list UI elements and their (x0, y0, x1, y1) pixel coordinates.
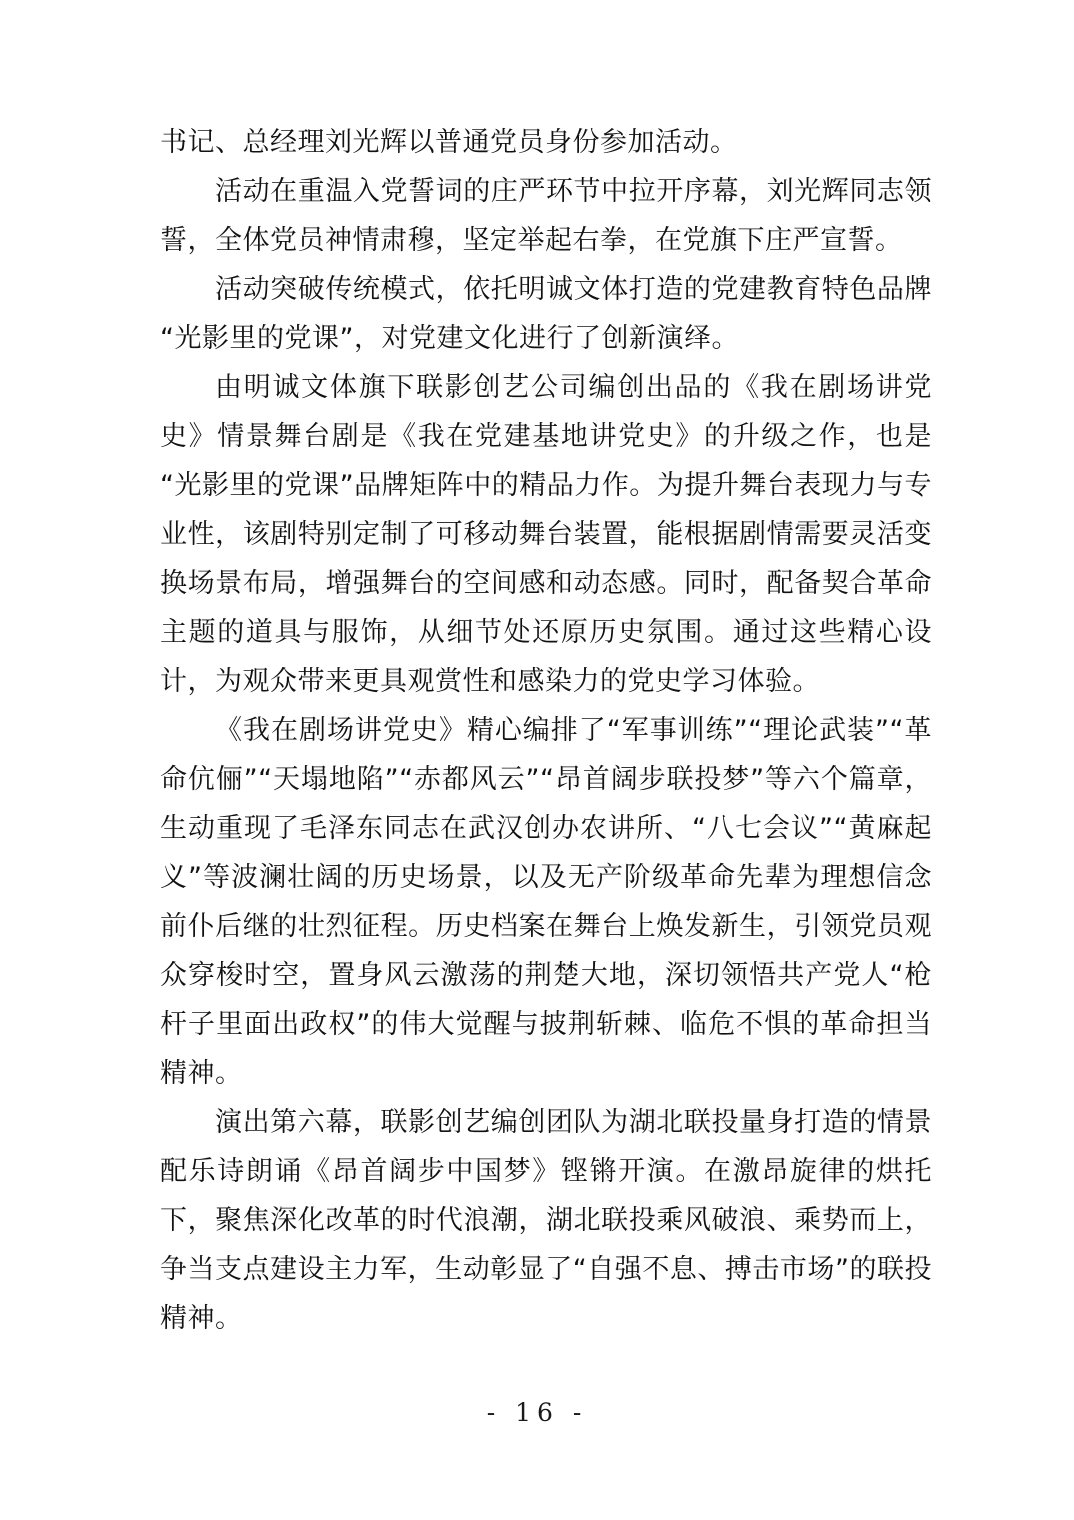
paragraph: 活动突破传统模式，依托明诚文体打造的党建教育特色品牌“光影里的党课”，对党建文化进行了创新演绎。 (160, 274, 932, 354)
paragraph: 书记、总经理刘光辉以普通党员身份参加活动。 (160, 127, 738, 158)
paragraph: 活动在重温入党誓词的庄严环节中拉开序幕，刘光辉同志领誓，全体党员神情肃穆，坚定举起右拳，在党旗下庄严宣誓。 (160, 176, 932, 256)
paragraph: 《我在剧场讲党史》精心编排了“军事训练”“理论武装”“革命伉俪”“天塌地陷”“赤都风云”“昂首阔步联投梦”等六个篇章，生动重现了毛泽东同志在武汉创办农讲所、“八七会议”“黄麻起义”等波澜壮阔的历史场景，以及无产阶级革命先辈为理想信念前仆后继的壮烈征程。历史档案在舞台上焕发新生，引领党员观众穿梭时空，置身风云激荡的荆楚大地，深切领悟共产党人“枪杆子里面出政权”的伟大觉醒与披荆斩棘、临危不惧的革命担当精神。 (160, 715, 932, 1089)
page-footer (0, 1398, 1074, 1427)
paragraph: 由明诚文体旗下联影创艺公司编创出品的《我在剧场讲党史》情景舞台剧是《我在党建基地讲党史》的升级之作，也是“光影里的党课”品牌矩阵中的精品力作。为提升舞台表现力与专业性，该剧特别定制了可移动舞台装置，能根据剧情需要灵活变换场景布局，增强舞台的空间感和动态感。同时，配备契合革命主题的道具与服饰，从细节处还原历史氛围。通过这些精心设计，为观众带来更具观赏性和感染力的党史学习体验。 (160, 372, 932, 697)
document-body (160, 118, 932, 1343)
page-number: - 16 - (486, 1398, 588, 1427)
paragraph: 演出第六幕，联影创艺编创团队为湖北联投量身打造的情景配乐诗朗诵《昂首阔步中国梦》铿锵开演。在激昂旋律的烘托下，聚焦深化改革的时代浪潮，湖北联投乘风破浪、乘势而上，争当支点建设主力军，生动彰显了“自强不息、搏击市场”的联投精神。 (160, 1107, 932, 1334)
